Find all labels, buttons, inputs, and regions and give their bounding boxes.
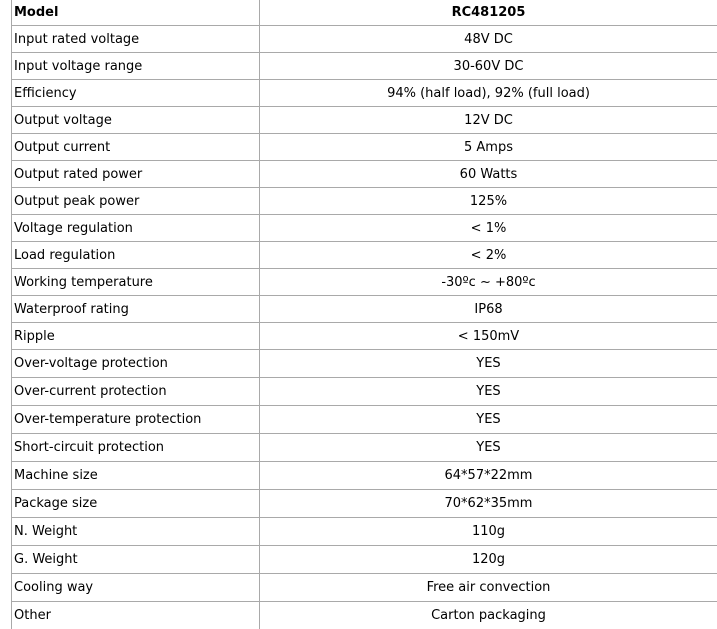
header-label: Model xyxy=(12,0,260,26)
table-row xyxy=(12,406,717,434)
row-label: Input voltage range xyxy=(12,53,260,80)
table-row xyxy=(12,161,717,188)
row-label: Input rated voltage xyxy=(12,26,260,53)
row-label: Output voltage xyxy=(12,107,260,134)
table-row xyxy=(12,350,717,378)
row-label: Load regulation xyxy=(12,242,260,269)
row-value: < 1% xyxy=(260,215,717,242)
spec-table xyxy=(11,0,717,629)
table-row xyxy=(12,215,717,242)
table-row xyxy=(12,546,717,574)
row-label: Output peak power xyxy=(12,188,260,215)
row-value: 120g xyxy=(260,546,717,574)
row-label: Over-voltage protection xyxy=(12,350,260,378)
row-value: 110g xyxy=(260,518,717,546)
row-value: -30ºc ~ +80ºc xyxy=(260,269,717,296)
table-row xyxy=(12,434,717,462)
table-row xyxy=(12,26,717,53)
row-value: 48V DC xyxy=(260,26,717,53)
table-row xyxy=(12,188,717,215)
row-label: Machine size xyxy=(12,462,260,490)
table-row xyxy=(12,296,717,323)
row-value: YES xyxy=(260,406,717,434)
row-label: Waterproof rating xyxy=(12,296,260,323)
table-row xyxy=(12,574,717,602)
row-label: Working temperature xyxy=(12,269,260,296)
row-label: Over-temperature protection xyxy=(12,406,260,434)
row-label: Ripple xyxy=(12,323,260,350)
header-model-value: RC481205 xyxy=(260,0,717,26)
table-row xyxy=(12,107,717,134)
row-value: Carton packaging xyxy=(260,602,717,629)
row-value: IP68 xyxy=(260,296,717,323)
table-row xyxy=(12,269,717,296)
table-row xyxy=(12,80,717,107)
row-value: YES xyxy=(260,350,717,378)
table-row xyxy=(12,490,717,518)
table-row xyxy=(12,134,717,161)
row-value: 94% (half load), 92% (full load) xyxy=(260,80,717,107)
row-label: Output current xyxy=(12,134,260,161)
row-value: YES xyxy=(260,434,717,462)
row-value: < 150mV xyxy=(260,323,717,350)
table-row xyxy=(12,53,717,80)
table-row xyxy=(12,378,717,406)
row-value: 12V DC xyxy=(260,107,717,134)
row-label: Efficiency xyxy=(12,80,260,107)
row-value: Free air convection xyxy=(260,574,717,602)
table-row xyxy=(12,518,717,546)
table-row xyxy=(12,242,717,269)
row-label: Cooling way xyxy=(12,574,260,602)
row-label: Voltage regulation xyxy=(12,215,260,242)
table-row xyxy=(12,602,717,629)
row-label: G. Weight xyxy=(12,546,260,574)
row-value: 70*62*35mm xyxy=(260,490,717,518)
row-label: Package size xyxy=(12,490,260,518)
row-label: Other xyxy=(12,602,260,629)
table-row xyxy=(12,462,717,490)
row-label: Output rated power xyxy=(12,161,260,188)
row-value: 125% xyxy=(260,188,717,215)
row-value: YES xyxy=(260,378,717,406)
row-value: 30-60V DC xyxy=(260,53,717,80)
row-label: N. Weight xyxy=(12,518,260,546)
row-value: < 2% xyxy=(260,242,717,269)
row-label: Over-current protection xyxy=(12,378,260,406)
row-value: 60 Watts xyxy=(260,161,717,188)
row-value: 5 Amps xyxy=(260,134,717,161)
table-header-row xyxy=(12,0,717,26)
table-row xyxy=(12,323,717,350)
row-label: Short-circuit protection xyxy=(12,434,260,462)
row-value: 64*57*22mm xyxy=(260,462,717,490)
